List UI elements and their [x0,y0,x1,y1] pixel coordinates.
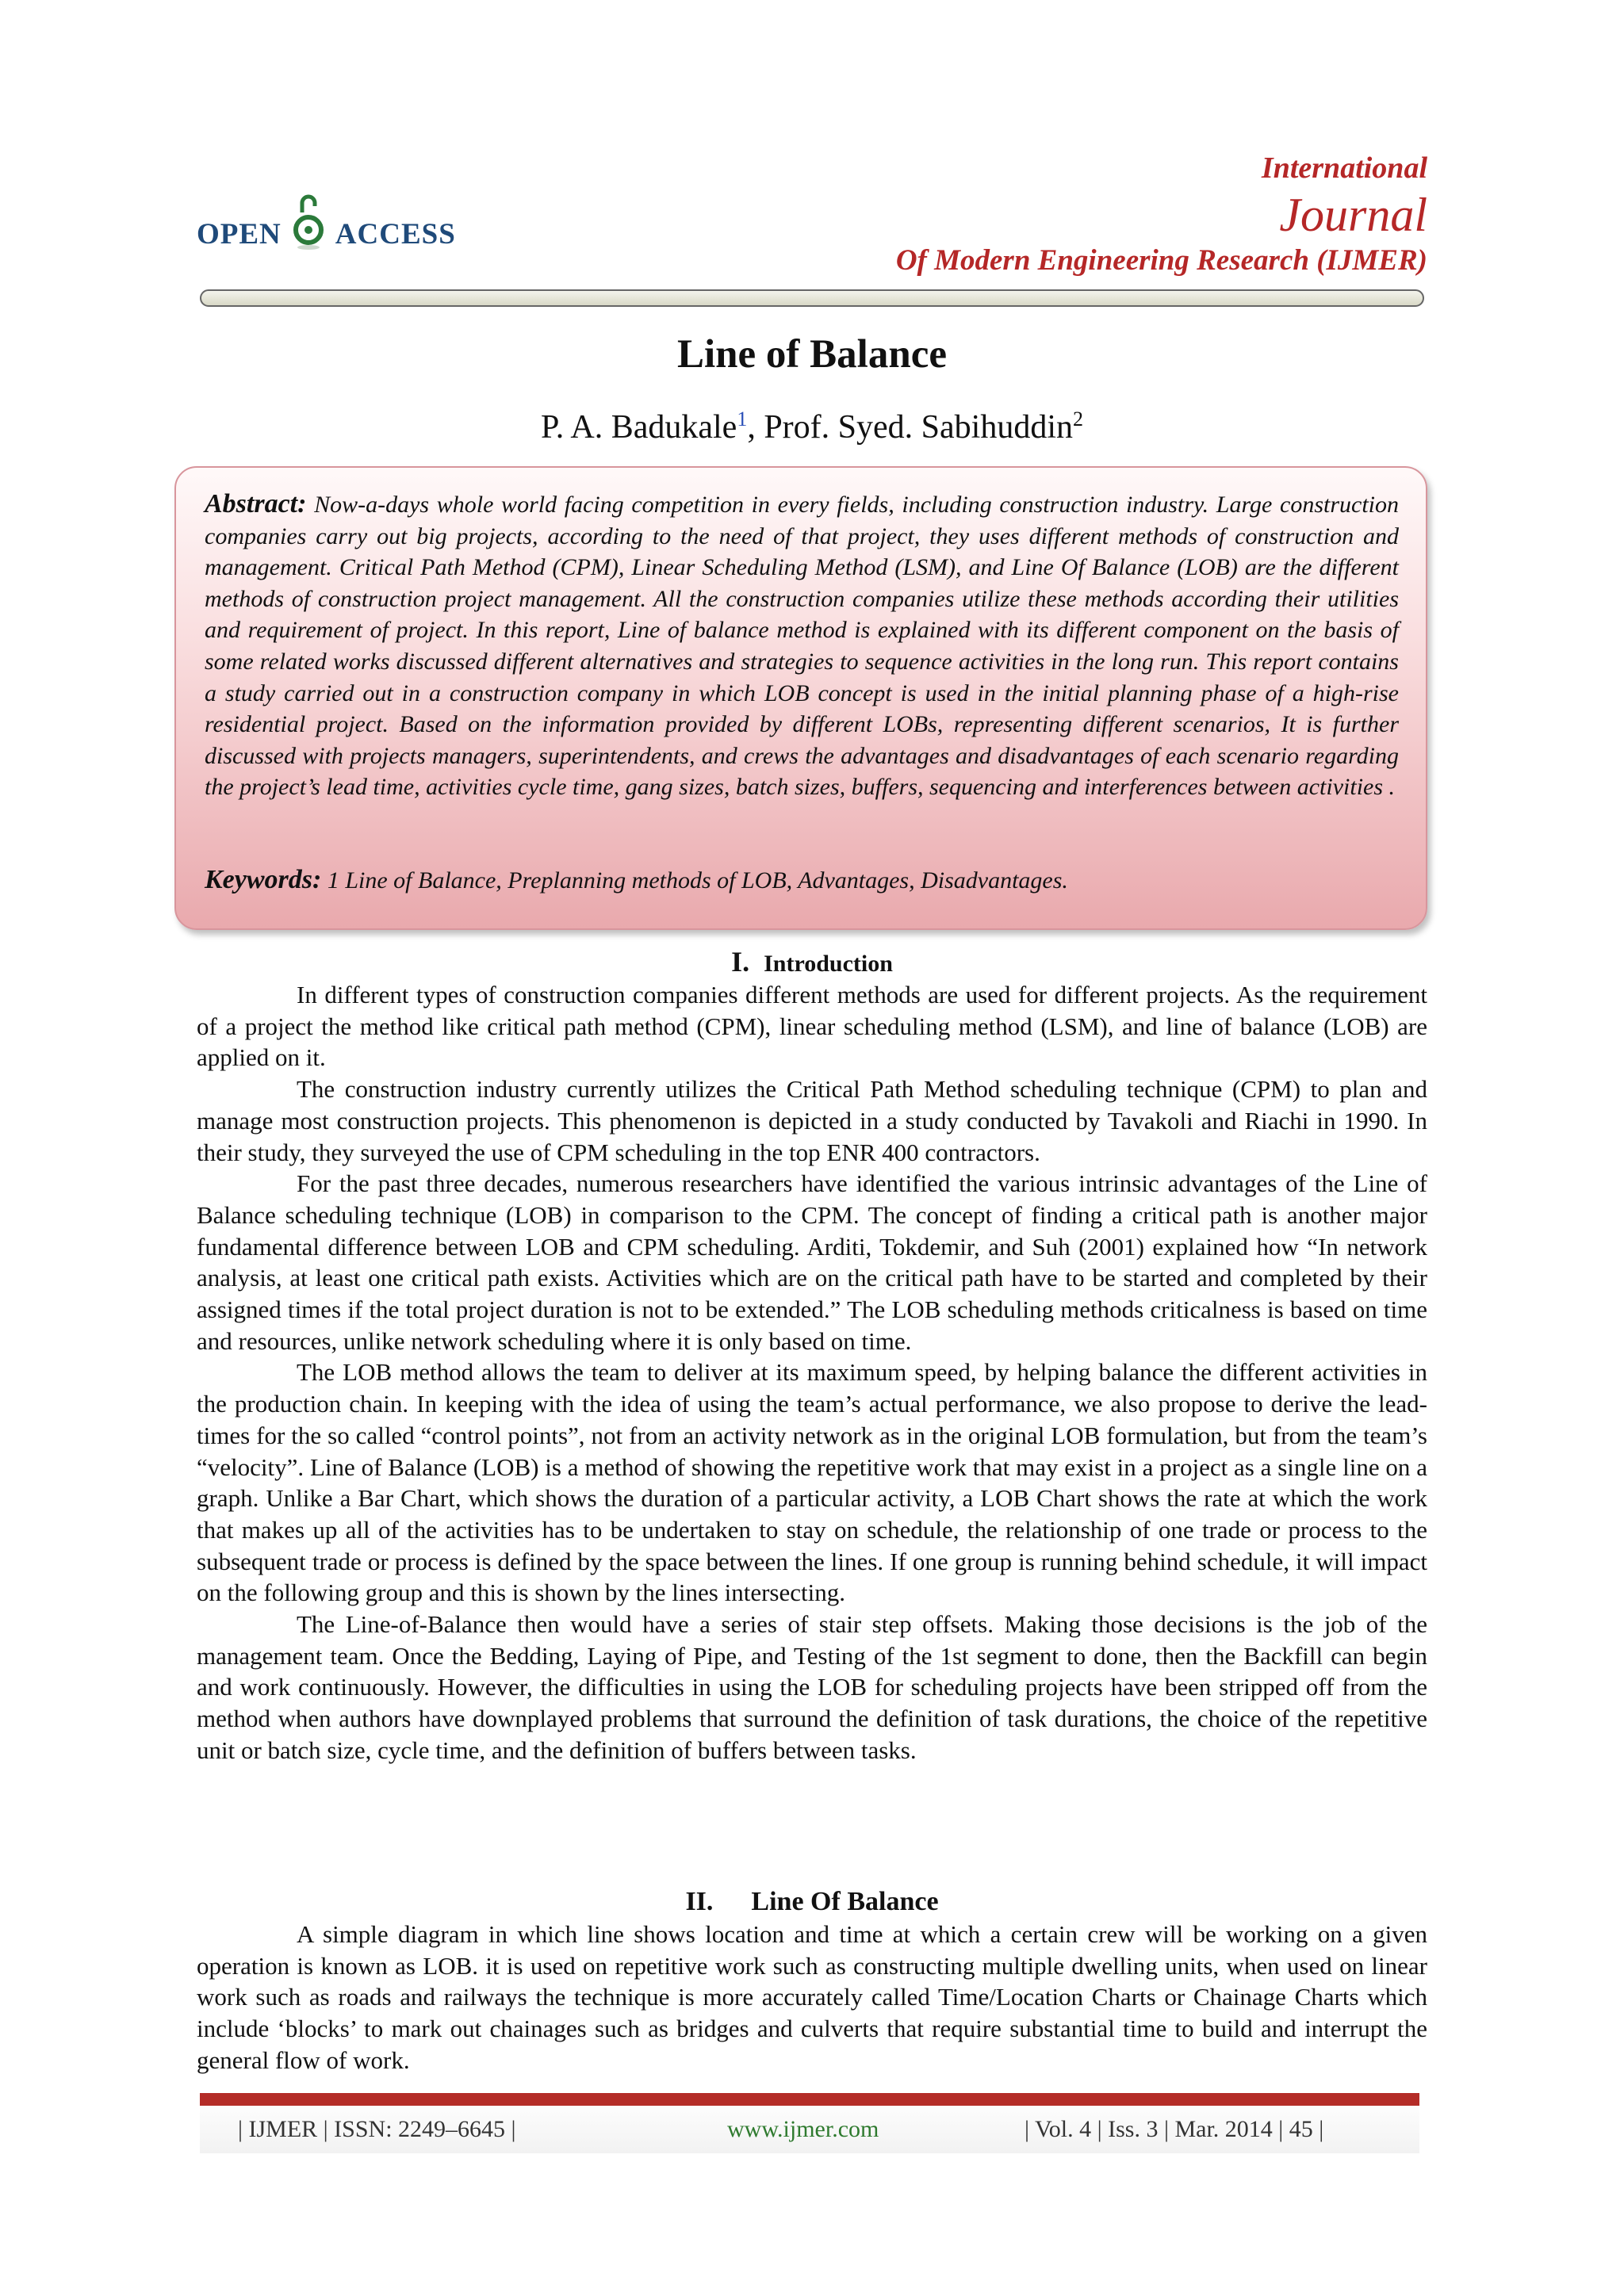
abstract-box [174,466,1427,930]
paragraph: The LOB method allows the team to deliver at its maximum speed, by helping balance the different activities in the production chain. In keeping with the idea of using the team’s actual performance, we also propose to derive the lead-times for the so called “control points”, not from an activity network as in the original LOB formulation, but from the team’s “velocity”. Line of Balance (LOB) is a method of showing the repetitive work that may exist in a project as a single line on a graph. Unlike a Bar Chart, which shows the duration of a particular activity, a LOB Chart shows the rate at which the work that makes up all of the activities has to be undertaken to stay on schedule, the relationship of one trade or process to the subsequent trade or process is defined by the space between the lines. If one group is running behind schedule, it will impact on the following group and this is shown by the lines intersecting. [197,1358,1427,1607]
section-heading-line-of-balance [0,1887,1624,1917]
authors [0,408,1624,446]
header-divider [200,289,1424,307]
author-2: Prof. Syed. Sabihuddin [764,409,1073,446]
footer-website-link[interactable]: www.ijmer.com [727,2116,879,2142]
footer-issue-info: | Vol. 4 | Iss. 3 | Mar. 2014 | 45 | [1025,2116,1324,2142]
paragraph: The Line-of-Balance then would have a series of stair step offsets. Making those decisions is the job of the management team. Once the Bedding, Laying of Pipe, and Testing of the 1st segment to done, then the Backfill can begin and work continuously. However, the difficulties in using the LOB for scheduling projects have been stripped off from the method when authors have downplayed problems that surround the definition of task durations, the choice of the repetitive unit or batch size, cycle time, and the definition of buffers between tasks. [197,1610,1427,1764]
keywords-text: 1 Line of Balance, Preplanning methods of LOB, Advantages, Disadvantages. [327,867,1068,894]
author-1-affiliation: 1 [737,408,748,430]
open-access-lock-icon [293,192,324,260]
paragraph: In different types of construction companies different methods are used for different projects. As the requirement of a project the method like critical path method (CPM), linear scheduling method (LSM), and line of balance (LOB) are applied on it. [197,981,1427,1072]
section-body-line-of-balance [197,1919,1427,2076]
paragraph: A simple diagram in which line shows location and time at which a certain crew will be working on a given operation is known as LOB. it is used on repetitive work such as constructing multiple dwelling units, when used on linear work such as roads and railways the technique is more accurately called Time/Location Charts or Chainage Charts which include ‘blocks’ to mark out chainages such as bridges and culverts that require substantial time to build and interrupt the general flow of work. [197,1920,1427,2074]
page-footer [200,2106,1419,2153]
paper-title: Line of Balance [677,332,947,377]
section-title: Line Of Balance [751,1887,939,1916]
section-body-introduction [197,979,1427,1766]
abstract-label: Abstract: [205,489,307,519]
keywords-label: Keywords: [205,865,322,894]
author-2-affiliation: 2 [1073,408,1083,430]
section-number: II. [685,1887,714,1916]
open-access-left: OPEN [197,217,282,251]
section-heading-introduction [0,945,1624,978]
paragraph: The construction industry currently utilizes the Critical Path Method scheduling technique (CPM) to plan and manage most construction projects. This phenomenon is depicted in a study conducted by Tavakoli and Riachi in 1990. In their study, they surveyed the use of CPM scheduling in the top ENR 400 contractors. [197,1075,1427,1166]
journal-line1: International [1261,151,1427,185]
journal-line3: Of Modern Engineering Research (IJMER) [895,244,1427,277]
author-separator: , [747,409,764,446]
footer-journal-info: | IJMER | ISSN: 2249–6645 | [238,2116,516,2142]
abstract-text: Now-a-days whole world facing competition in every fields, including construction industry. Large construction companies carry out big projects, according to the need of that project, they uses different methods of construction and management. Critical Path Method (CPM), Linear Scheduling Method (LSM), and Line Of Balance (LOB) are the different methods of construction project management. All the construction companies utilize these methods according their utilities and requirement of project. In this report, Line of balance method is explained with its different component on the basis of some related works discussed different alternatives and strategies to sequence activities in the long run. This report contains a study carried out in a construction company in which LOB concept is used in the initial planning phase of a high-rise residential project. Based on the information provided by different LOBs, representing different scenarios, It is further discussed with projects managers, superintendents, and crews the advantages and disadvantages of each scenario regarding the project’s lead time, activities cycle time, gang sizes, batch sizes, buffers, sequencing and interferences between activities . [205,492,1400,801]
author-1: P. A. Badukale [541,409,737,446]
section-number: I. [731,946,750,978]
section-title: Introduction [764,951,893,977]
journal-line2: Journal [1279,189,1427,241]
paragraph: For the past three decades, numerous researchers have identified the various intrinsic advantages of the Line of Balance scheduling technique (LOB) in comparison to the CPM. The concept of finding a critical path is another major fundamental difference between LOB and CPM scheduling. Arditi, Tokdemir, and Suh (2001) explained how “In network analysis, at least one critical path exists. Activities which are on the critical path have to be started and completed by their assigned times if the total project duration is not to be extended.” The LOB scheduling methods criticalness is based on time and resources, unlike network scheduling where it is only based on time. [197,1169,1427,1355]
open-access-logo [197,202,456,266]
keywords [205,864,1399,897]
open-access-right: ACCESS [335,217,456,251]
journal-brand [896,149,1427,279]
footer-divider [200,2093,1419,2106]
abstract [205,488,1399,803]
